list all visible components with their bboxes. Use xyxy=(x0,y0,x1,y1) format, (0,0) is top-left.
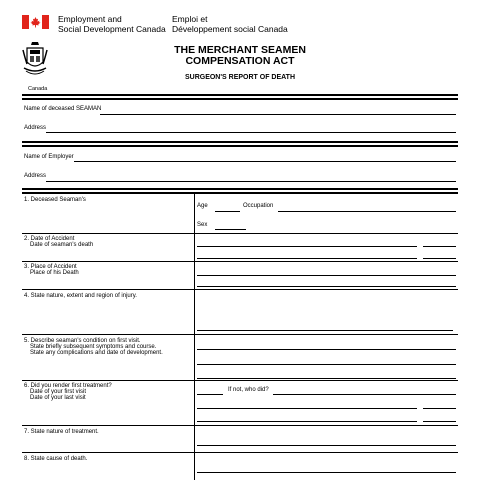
department-name-en-line2: Social Development Canada xyxy=(58,24,166,34)
section-2-line2: Date of seaman's death xyxy=(30,242,94,248)
sex-label: Sex xyxy=(197,222,208,228)
deceased-name-field[interactable] xyxy=(100,114,456,115)
act-title-line2: COMPENSATION ACT xyxy=(185,55,295,67)
divider xyxy=(22,145,458,147)
age-field[interactable] xyxy=(215,211,240,212)
act-title-line1: THE MERCHANT SEAMEN xyxy=(174,44,306,56)
first-treatment-field[interactable] xyxy=(197,394,223,395)
section-7-label: 7. State nature of treatment. xyxy=(24,429,99,435)
section-8-label: 8. State cause of death. xyxy=(24,456,88,462)
section-divider xyxy=(22,233,458,234)
report-title: SURGEON'S REPORT OF DEATH xyxy=(184,74,296,81)
section-divider xyxy=(22,425,458,426)
condition-field-2[interactable] xyxy=(197,364,456,365)
section-4-label: 4. State nature, extent and region of injury. xyxy=(24,293,137,299)
cause-of-death-field[interactable] xyxy=(197,472,456,473)
column-divider xyxy=(194,194,195,480)
death-place-field[interactable] xyxy=(197,286,456,287)
section-divider xyxy=(22,334,458,335)
section-5-line2: State briefly subsequent symptoms and course. xyxy=(30,344,157,350)
last-visit-field[interactable] xyxy=(197,421,417,422)
divider xyxy=(22,141,458,143)
address-label: Address xyxy=(24,125,47,131)
section-1-label: 1. Deceased Seaman's xyxy=(24,197,86,203)
section-divider xyxy=(22,289,458,290)
last-visit-time-field[interactable] xyxy=(423,421,456,422)
canada-flag-icon xyxy=(22,15,49,29)
canada-label: Canada xyxy=(28,86,48,92)
first-visit-time-field[interactable] xyxy=(423,408,456,409)
section-divider xyxy=(22,261,458,262)
death-time-field[interactable] xyxy=(423,258,456,259)
condition-field-3[interactable] xyxy=(197,378,456,379)
injury-field[interactable] xyxy=(197,330,453,331)
death-date-field[interactable] xyxy=(197,258,417,259)
first-visit-field[interactable] xyxy=(197,408,417,409)
section-6-line1: 6. Did you render first treatment? xyxy=(24,383,112,389)
section-6-line2: Date of your first visit xyxy=(30,389,87,395)
department-name-en-line1: Employment and xyxy=(58,14,122,24)
coat-of-arms-icon xyxy=(22,40,48,82)
department-name-fr-line1: Emploi et xyxy=(172,14,208,24)
sex-field[interactable] xyxy=(215,229,246,230)
section-divider xyxy=(22,452,458,453)
accident-time-field[interactable] xyxy=(423,246,456,247)
section-5-line1: 5. Describe seaman's condition on first visit. xyxy=(24,338,141,344)
if-not-label: If not, who did? xyxy=(228,387,269,393)
employer-address-label: Address xyxy=(24,173,47,179)
section-2-line1: 2. Date of Accident xyxy=(24,236,75,242)
deceased-address-field[interactable] xyxy=(46,132,456,133)
condition-field-1[interactable] xyxy=(197,349,456,350)
who-treated-field[interactable] xyxy=(273,394,456,395)
divider xyxy=(22,188,458,190)
department-name-fr-line2: Développement social Canada xyxy=(172,24,288,34)
divider xyxy=(22,192,458,194)
deceased-name-label: Name of deceased SEAMAN xyxy=(24,106,102,112)
employer-label: Name of Employer xyxy=(24,154,74,160)
age-label: Age xyxy=(197,203,208,209)
section-3-line2: Place of his Death xyxy=(30,270,79,276)
section-5-line3: State any complications and date of development. xyxy=(30,350,163,356)
section-6-line3: Date of your last visit xyxy=(30,395,86,401)
accident-place-field[interactable] xyxy=(197,275,456,276)
employer-name-field[interactable] xyxy=(74,161,456,162)
section-3-line1: 3. Place of Accident xyxy=(24,264,77,270)
accident-date-field[interactable] xyxy=(197,246,417,247)
treatment-field[interactable] xyxy=(197,445,456,446)
section-divider xyxy=(22,380,458,381)
divider xyxy=(22,98,458,100)
divider xyxy=(22,94,458,96)
occupation-field[interactable] xyxy=(278,211,456,212)
occupation-label: Occupation xyxy=(243,203,274,209)
employer-address-field[interactable] xyxy=(46,181,456,182)
